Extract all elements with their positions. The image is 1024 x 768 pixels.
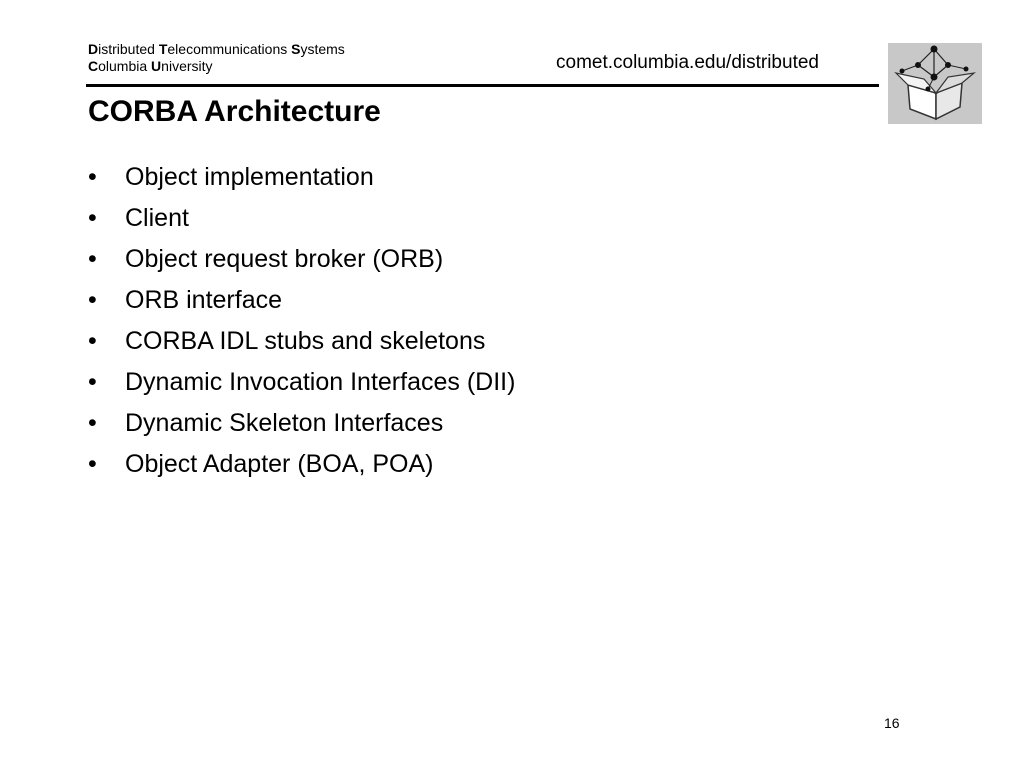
bullet-text: Object request broker (ORB) — [125, 245, 444, 273]
org-word-rest: istributed — [98, 41, 159, 57]
bullet-text: Client — [125, 204, 189, 232]
org-initial: S — [291, 41, 301, 57]
bullet-dot: • — [88, 245, 97, 273]
org-initial: D — [88, 41, 99, 57]
bullet-dot: • — [88, 327, 97, 355]
org-word-rest: niversity — [161, 58, 213, 74]
bullet-text: CORBA IDL stubs and skeletons — [125, 327, 486, 355]
bullet-text: Dynamic Skeleton Interfaces — [125, 409, 444, 437]
bullet-dot: • — [88, 450, 97, 478]
header-divider — [86, 84, 879, 87]
org-initial: U — [151, 58, 162, 74]
bullet-dot: • — [88, 368, 97, 396]
org-line-1 — [88, 41, 345, 58]
page-number: 16 — [884, 715, 900, 731]
bullet-text: Dynamic Invocation Interfaces (DII) — [125, 368, 516, 396]
org-word-rest: ystems — [300, 41, 345, 57]
bullet-dot: • — [88, 286, 97, 314]
bullet-dot: • — [88, 204, 97, 232]
open-box-network-icon — [888, 43, 982, 124]
bullet-text: Object implementation — [125, 163, 374, 191]
bullet-text: ORB interface — [125, 286, 283, 314]
org-line-2 — [88, 58, 345, 75]
bullet-text: Object Adapter (BOA, POA) — [125, 450, 434, 478]
site-url: comet.columbia.edu/distributed — [556, 52, 819, 73]
bullet-dot: • — [88, 409, 97, 437]
bullet-dot: • — [88, 163, 97, 191]
organization-name — [88, 41, 345, 75]
org-initial: C — [88, 58, 99, 74]
org-word-rest: olumbia — [98, 58, 152, 74]
org-initial: T — [158, 41, 168, 57]
slide-title: CORBA Architecture — [88, 95, 381, 128]
org-word-rest: elecommunications — [167, 41, 292, 57]
